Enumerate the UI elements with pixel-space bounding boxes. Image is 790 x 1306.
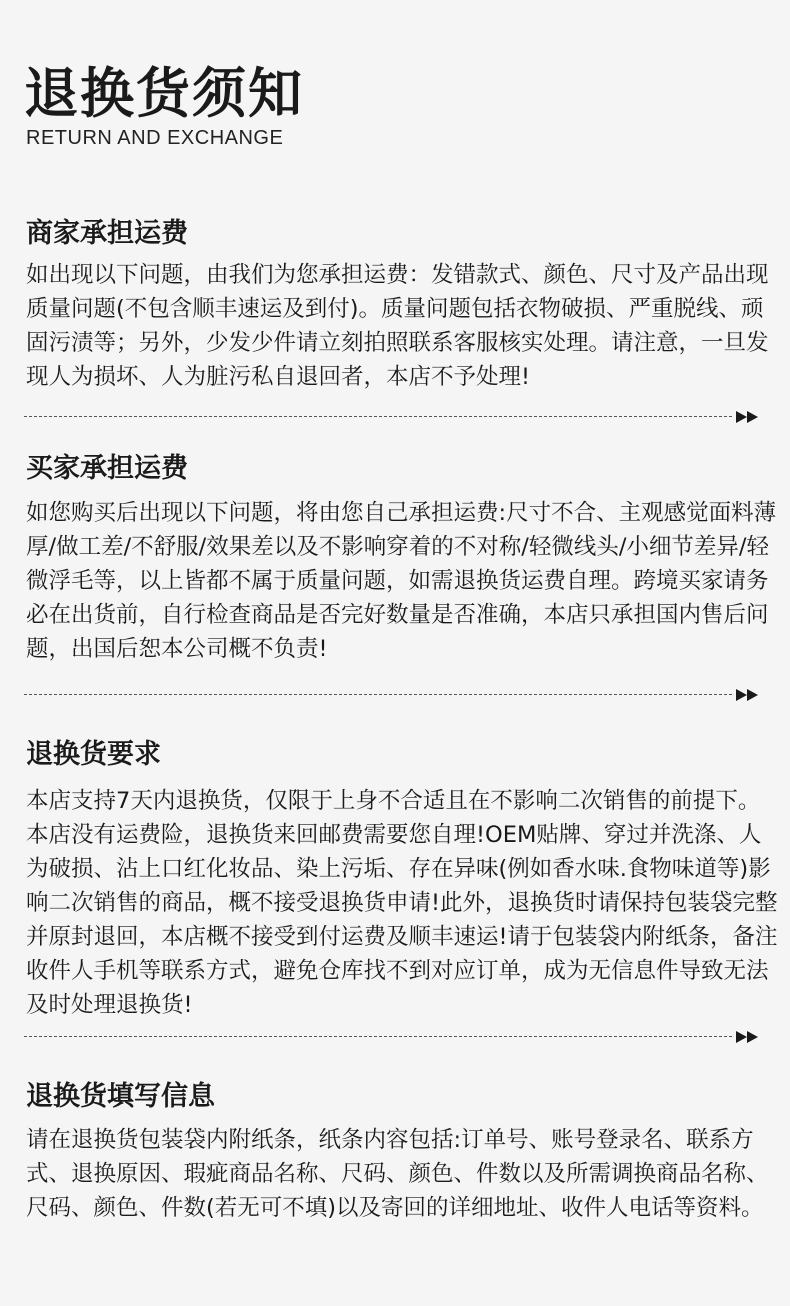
page-subtitle: RETURN AND EXCHANGE xyxy=(26,127,284,149)
section-title-buyer-shipping: 买家承担运费 xyxy=(26,453,188,484)
double-arrow-right-icon xyxy=(736,410,760,424)
dashed-line xyxy=(24,1036,732,1037)
section-divider xyxy=(24,688,760,702)
section-body-buyer-shipping: 如您购买后出现以下问题，将由您自己承担运费:尺寸不合、主观感觉面料薄厚/做工差/不舒服/效果差以及不影响穿着的不对称/轻微线头/小细节差异/轻微浮毛等，以上皆都不属于质量问题，如需退换货运费自理。跨境买家请务必在出货前，自行检查商品是否完好数量是否准确，本店只承担国内售后问题，出国后恕本公司概不负责! xyxy=(26,500,777,662)
section-body-seller-shipping: 如出现以下问题，由我们为您承担运费：发错款式、颜色、尺寸及产品出现质量问题(不包含顺丰速运及到付)。质量问题包括衣物破损、严重脱线、顽固污渍等；另外，少发少件请立刻拍照联系客服核实处理。请注意，一旦发现人为损坏、人为脏污私自退回者，本店不予处理! xyxy=(26,262,769,390)
dashed-line xyxy=(24,694,732,695)
section-body-return-info: 请在退换货包装袋内附纸条，纸条内容包括:订单号、账号登录名、联系方式、退换原因、瑕疵商品名称、尺码、颜色、件数以及所需调换商品名称、尺码、颜色、件数(若无可不填)以及寄回的详细地址、收件人电话等资料。 xyxy=(26,1127,769,1221)
dashed-line xyxy=(24,416,732,417)
double-arrow-right-icon xyxy=(736,688,760,702)
double-arrow-right-icon xyxy=(736,1030,760,1044)
section-body-return-requirements: 本店支持7天内退换货，仅限于上身不合适且在不影响二次销售的前提下。本店没有运费险，退换货来回邮费需要您自理!OEM贴牌、穿过并洗涤、人为破损、沾上口红化妆品、染上污垢、存在异味(例如香水味.食物味道等)影响二次销售的商品，概不接受退换货申请!此外，退换货时请保持包装袋完整并原封退回，本店概不接受到付运费及顺丰速运!请于包装袋内附纸条，备注收件人手机等联系方式，避免仓库找不到对应订单，成为无信息件导致无法及时处理退换货! xyxy=(26,788,778,1018)
section-title-return-requirements: 退换货要求 xyxy=(26,739,161,770)
page-title: 退换货须知 xyxy=(24,62,304,125)
section-title-seller-shipping: 商家承担运费 xyxy=(26,218,188,249)
section-title-return-info: 退换货填写信息 xyxy=(26,1081,215,1112)
section-divider xyxy=(24,410,760,424)
section-divider xyxy=(24,1030,760,1044)
